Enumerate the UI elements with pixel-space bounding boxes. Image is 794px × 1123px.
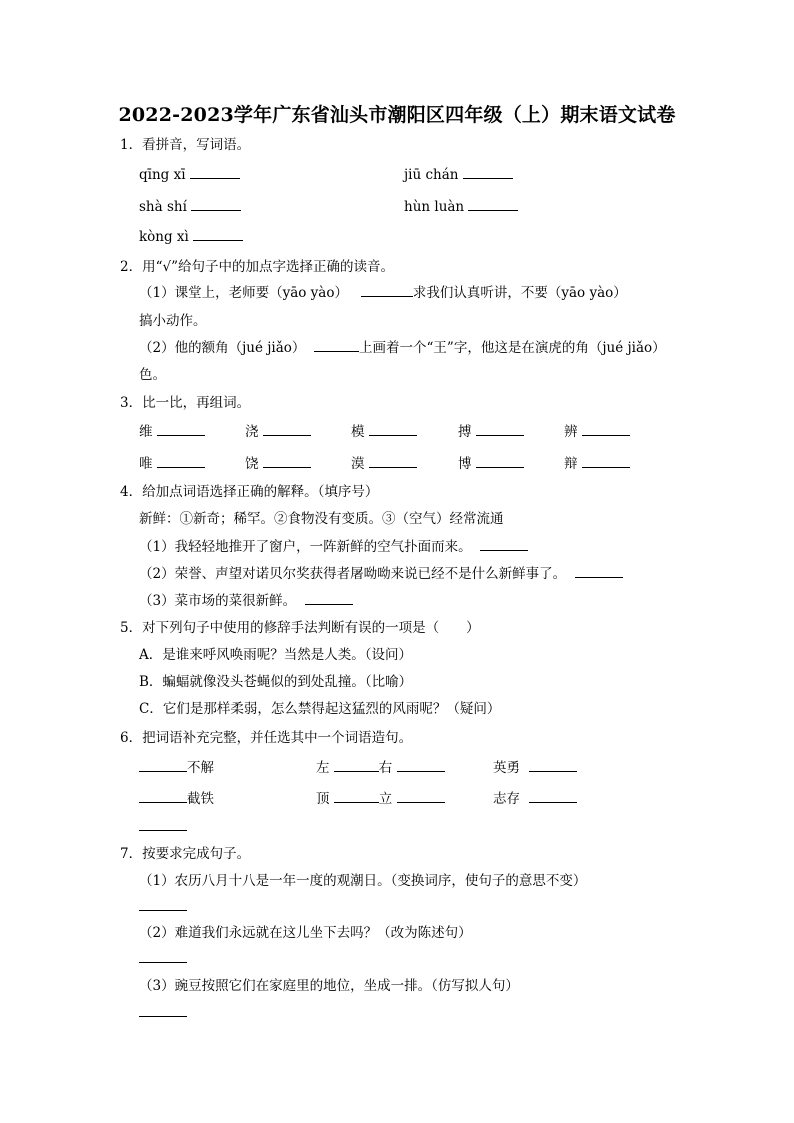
q1-item-4: hùn luàn	[404, 198, 518, 216]
q7-sentence-3: （3）豌豆按照它们在家庭里的地位，坐成一排。（仿写拟人句）	[139, 978, 519, 994]
q3-char-r1-3: 模	[351, 423, 417, 441]
q6-label: 6．把词语补充完整，并任选其中一个词语造句。	[120, 730, 413, 746]
q5-label: 5．对下列句子中使用的修辞手法判断有误的一项是（ ）	[120, 620, 480, 636]
q2-sentence-2-cont: 色。	[139, 367, 166, 383]
q3-char-r2-1: 唯	[139, 455, 205, 473]
answer-blank[interactable]	[190, 166, 240, 179]
answer-blank[interactable]	[463, 166, 513, 179]
q4-definition: 新鲜：①新奇；稀罕。②食物没有变质。③（空气）经常流通	[139, 511, 504, 527]
q7-blank-3	[139, 1004, 187, 1022]
answer-blank[interactable]	[314, 339, 359, 352]
q4-sentence-1: （1）我轻轻地推开了窗户，一阵新鲜的空气扑面而来。	[139, 538, 528, 556]
q3-char-r2-2: 饶	[245, 455, 311, 473]
q1-label: 1．看拼音，写词语。	[120, 137, 251, 153]
q5-option-b[interactable]: B．蝙蝠就像没头苍蝇似的到处乱撞。（比喻）	[139, 674, 413, 690]
q1-item-2: jiū chán	[404, 166, 513, 184]
q7-blank-1	[139, 898, 187, 916]
q7-sentence-2: （2）难道我们永远就在这儿坐下去吗？（改为陈述句）	[139, 925, 472, 941]
q2-sentence-1: （1）课堂上，老师要（yāo yào） 求我们认真听讲，不要（yāo yào）	[139, 285, 627, 301]
q3-char-r1-4: 搏	[458, 423, 524, 441]
q3-char-r2-4: 博	[458, 455, 524, 473]
answer-blank[interactable]	[305, 592, 353, 605]
q3-char-r1-5: 辨	[564, 423, 630, 441]
q1-item-3: shà shí	[139, 198, 241, 216]
q6-word-4: 截铁	[139, 790, 214, 808]
q3-char-r2-5: 辩	[564, 455, 630, 473]
q6-word-1: 不解	[139, 759, 214, 777]
q4-sentence-2: （2）荣誉、声望对诺贝尔奖获得者屠呦呦来说已经不是什么新鲜事了。	[139, 565, 623, 583]
q1-item-5: kòng xì	[139, 228, 243, 246]
q6-word-2: 左 右	[316, 759, 445, 777]
page-title: 2022-2023学年广东省汕头市潮阳区四年级（上）期末语文试卷	[118, 104, 676, 126]
q3-char-r1-1: 维	[139, 423, 205, 441]
q7-sentence-1: （1）农历八月十八是一年一度的观潮日。（变换词序，使句子的意思不变）	[139, 873, 587, 889]
q2-sentence-1-cont: 搞小动作。	[139, 313, 207, 329]
q5-option-c[interactable]: C．它们是那样柔弱，怎么禁得起这猛烈的风雨呢？（疑问）	[139, 701, 501, 717]
answer-blank[interactable]	[575, 565, 623, 578]
q3-char-r2-3: 漠	[351, 455, 417, 473]
q2-label: 2．用“√”给句子中的加点字选择正确的读音。	[120, 259, 394, 275]
q6-word-6: 志存	[493, 790, 577, 808]
q6-word-3: 英勇	[493, 759, 577, 777]
q4-label: 4．给加点词语选择正确的解释。（填序号）	[120, 484, 379, 500]
q3-char-r1-2: 浇	[245, 423, 311, 441]
answer-blank[interactable]	[468, 198, 518, 211]
answer-blank[interactable]	[361, 284, 413, 297]
answer-blank[interactable]	[480, 538, 528, 551]
q6-word-5: 顶 立	[316, 790, 445, 808]
q4-sentence-3: （3）菜市场的菜很新鲜。	[139, 592, 353, 610]
answer-blank[interactable]	[191, 198, 241, 211]
q5-option-a[interactable]: A．是谁来呼风唤雨呢？当然是人类。（设问）	[139, 647, 412, 663]
q1-item-1: qīng xī	[139, 166, 240, 184]
q7-blank-2	[139, 950, 187, 968]
q7-label: 7．按要求完成句子。	[120, 846, 251, 862]
q3-label: 3．比一比，再组词。	[120, 395, 251, 411]
answer-blank[interactable]	[193, 228, 243, 241]
q6-sentence-blank	[139, 818, 187, 836]
q2-sentence-2: （2）他的额角（jué jiǎo） 上画着一个“王”字，他这是在演虎的角（jué jiǎo）	[139, 340, 666, 356]
